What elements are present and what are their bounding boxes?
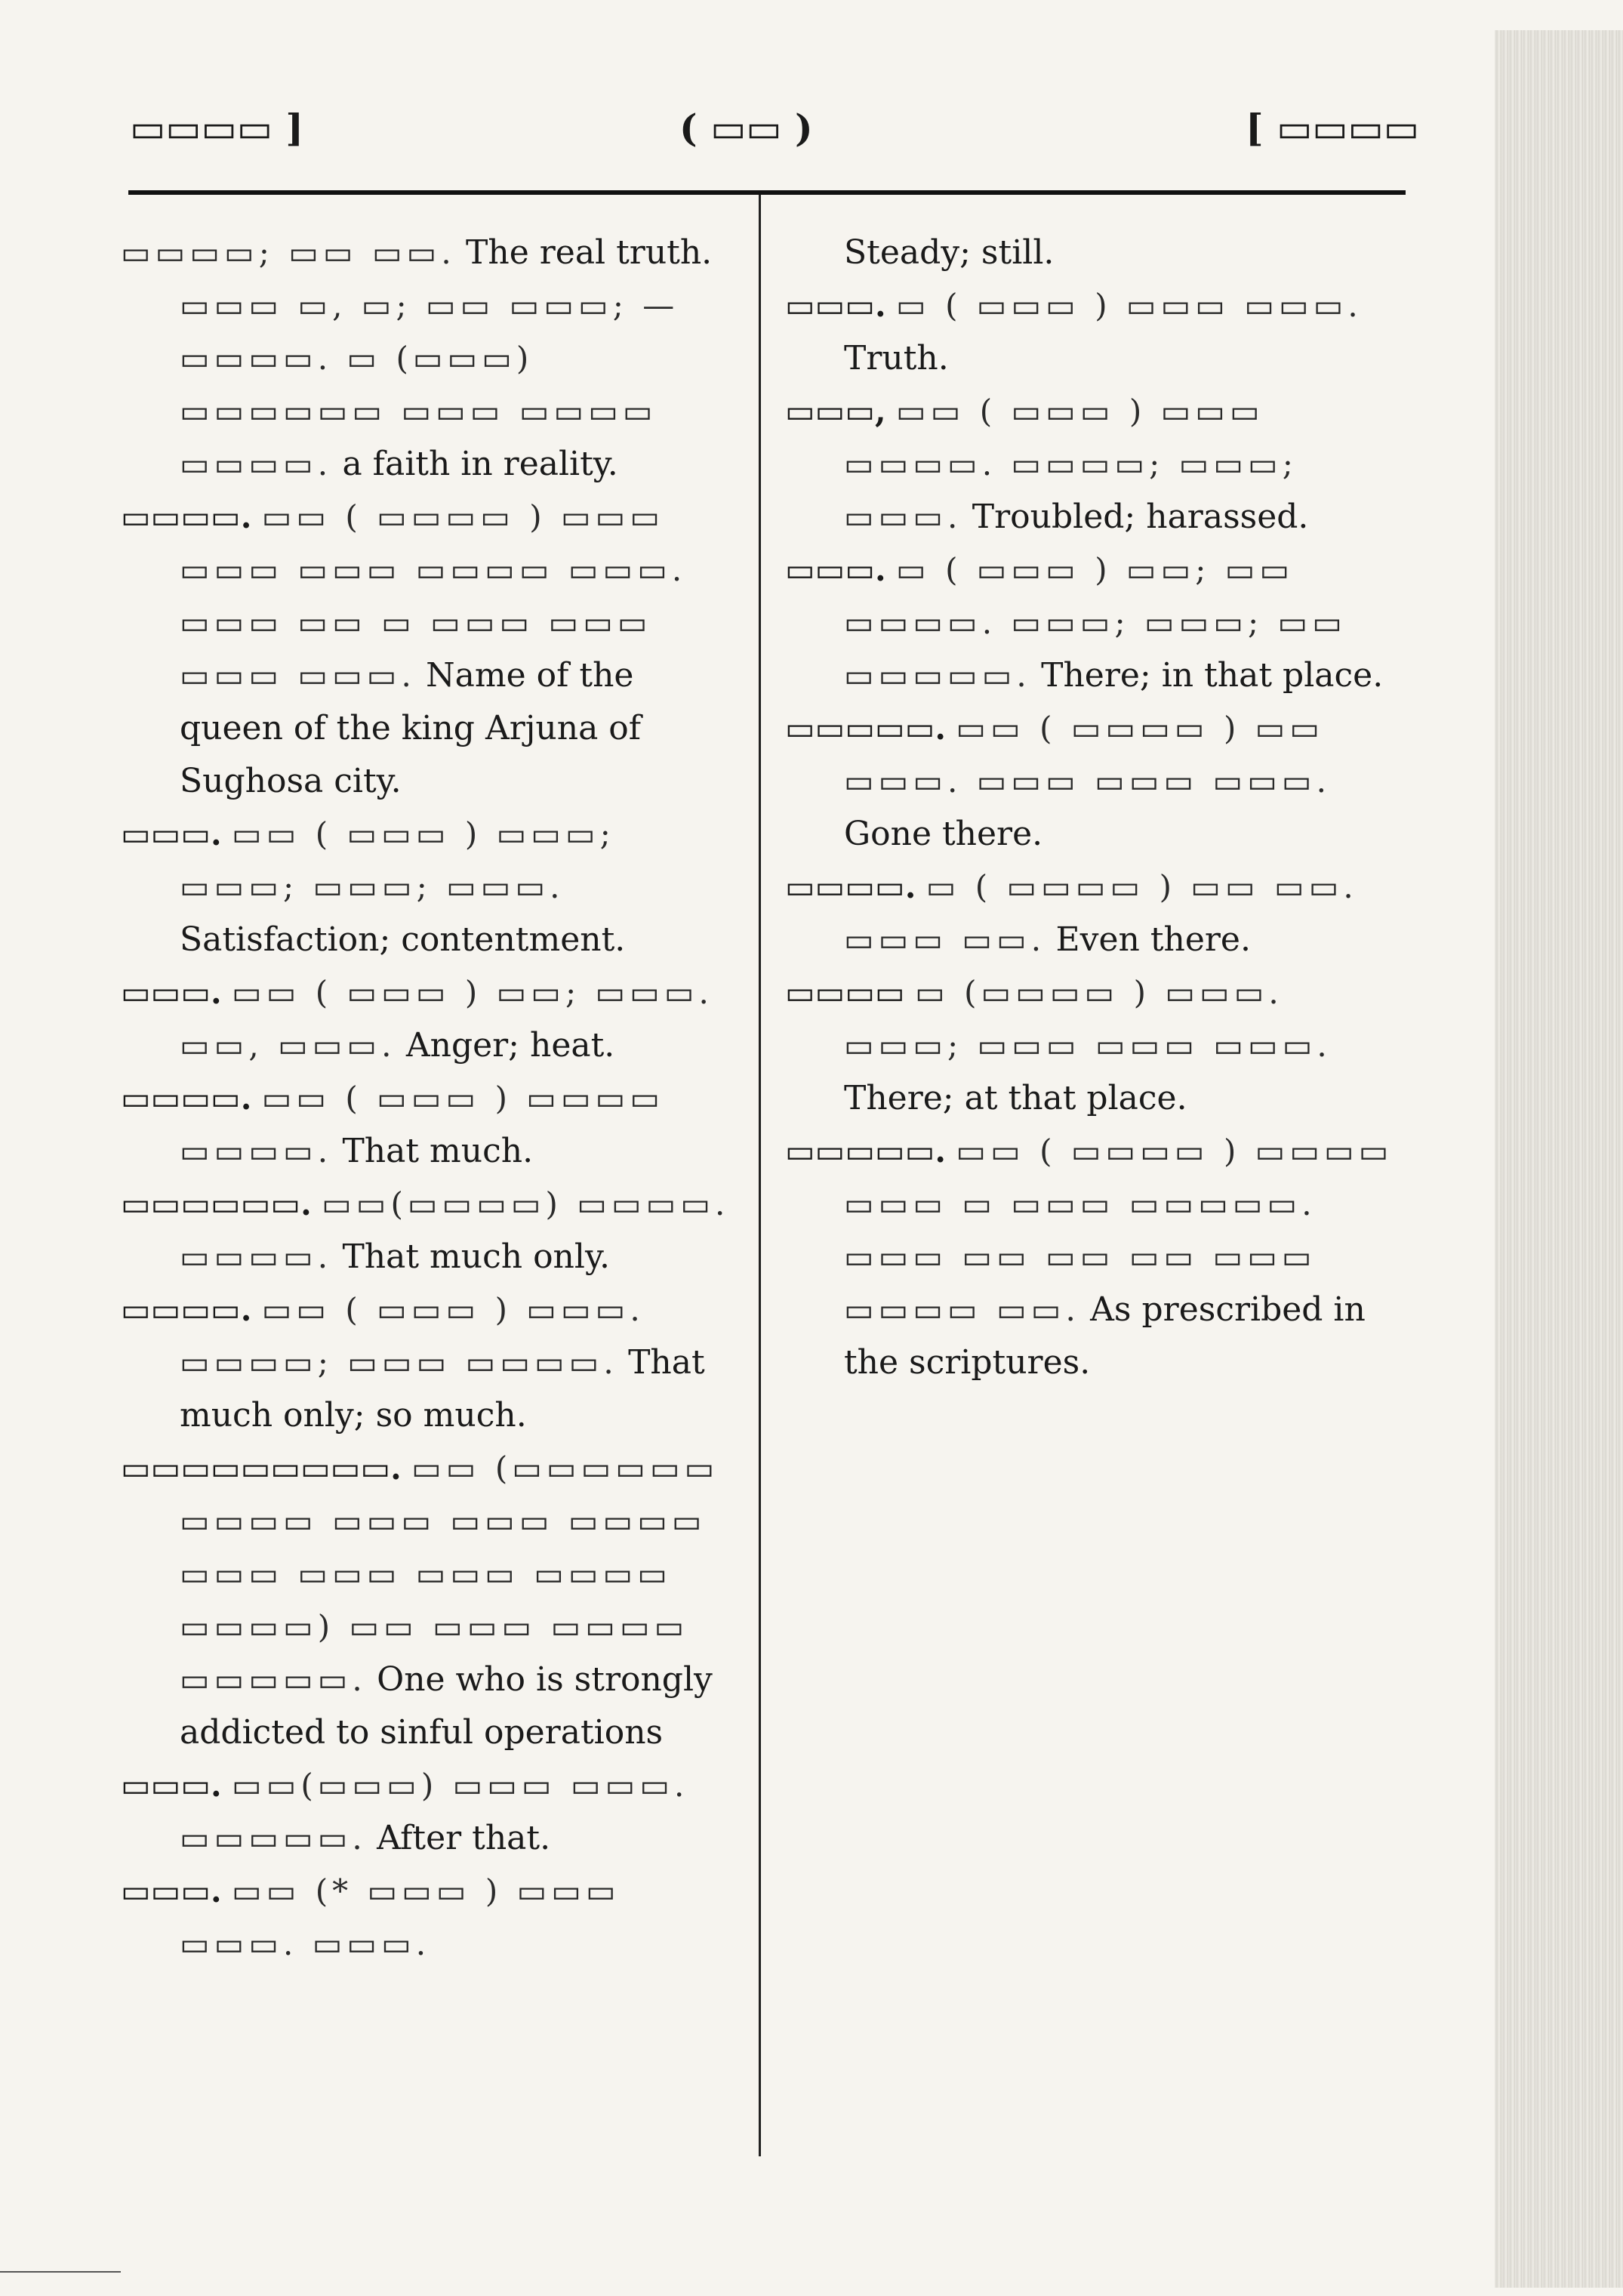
dictionary-entry: ▭▭▭▭▭▭. ▭▭(▭▭▭▭) ▭▭▭▭. ▭▭▭▭. That much only. xyxy=(121,1185,730,1276)
headword: ▭▭▭▭▭. xyxy=(785,1133,947,1170)
scan-footer-line xyxy=(0,2271,121,2273)
headword: ▭▭▭▭. xyxy=(785,868,916,905)
page-number: ( ▭▭ ) xyxy=(679,106,813,150)
headword: ▭▭▭. xyxy=(121,815,222,852)
dictionary-entry: ▭▭▭▭▭. ▭▭ ( ▭▭▭▭ ) ▭▭ ▭▭▭. ▭▭▭ ▭▭▭ ▭▭▭. Gone there. xyxy=(785,710,1331,853)
right-column xyxy=(785,227,1412,1389)
dictionary-entry: ▭▭▭. ▭▭ ( ▭▭▭ ) ▭▭; ▭▭▭. ▭▭, ▭▭▭. Anger; heat. xyxy=(121,974,713,1065)
headword: ▭▭▭▭. xyxy=(121,498,252,535)
headword: ▭▭▭. xyxy=(121,1872,222,1909)
headword: ▭▭▭▭▭▭. xyxy=(121,1185,312,1222)
headword: ▭▭▭. xyxy=(121,974,222,1011)
dictionary-entry: ▭▭▭▭ ▭ (▭▭▭▭ ) ▭▭▭. ▭▭▭; ▭▭▭ ▭▭▭ ▭▭▭. There; at that place. xyxy=(785,974,1332,1117)
dictionary-entry: ▭▭▭▭. ▭▭ ( ▭▭▭▭ ) ▭▭▭ ▭▭▭ ▭▭▭ ▭▭▭▭ ▭▭▭. ▭▭▭ ▭▭ ▭ ▭▭▭ ▭▭▭ ▭▭▭ ▭▭▭. Name of the queen of the king Arjuna of Sughosa city. xyxy=(121,498,687,800)
headword: ▭▭▭▭ xyxy=(785,974,905,1011)
headword: ▭▭▭. xyxy=(785,551,886,588)
dictionary-entry: ▭▭▭. ▭▭ (* ▭▭▭ ) ▭▭▭ ▭▭▭. ▭▭▭. xyxy=(121,1872,621,1962)
entry-continuation: ▭▭▭ ▭, ▭; ▭▭ ▭▭▭; —▭▭▭▭. ▭ (▭▭▭) ▭▭▭▭▭▭ ▭▭▭ ▭▭▭▭ ▭▭▭▭. a faith in reality. xyxy=(180,287,679,483)
dictionary-entry: ▭▭▭▭. ▭▭ ( ▭▭▭ ) ▭▭▭. ▭▭▭▭; ▭▭▭ ▭▭▭▭. That much only; so much. xyxy=(121,1291,705,1435)
dictionary-entry: ▭▭▭▭▭▭▭▭▭. ▭▭ (▭▭▭▭▭▭ ▭▭▭▭ ▭▭▭ ▭▭▭ ▭▭▭▭ ▭▭▭ ▭▭▭ ▭▭▭ ▭▭▭▭ ▭▭▭▭) ▭▭ ▭▭▭ ▭▭▭▭ ▭▭▭▭▭. One who is strongly addicted to sinful operations xyxy=(121,1450,719,1752)
headword: ▭▭▭, xyxy=(785,393,886,430)
header-rule xyxy=(128,190,1406,195)
page-edge-shadow xyxy=(1495,30,1623,2288)
headword: ▭▭▭. xyxy=(121,1767,222,1804)
dictionary-entry: ▭▭▭▭. ▭▭ ( ▭▭▭ ) ▭▭▭▭ ▭▭▭▭. That much. xyxy=(121,1080,665,1170)
dictionary-entry: ▭▭▭. ▭ ( ▭▭▭ ) ▭▭; ▭▭ ▭▭▭▭. ▭▭▭; ▭▭▭; ▭▭ ▭▭▭▭▭. There; in that place. xyxy=(785,551,1384,695)
dictionary-entry: ▭▭▭, ▭▭ ( ▭▭▭ ) ▭▭▭ ▭▭▭▭. ▭▭▭▭; ▭▭▭; ▭▭▭. Troubled; harassed. xyxy=(785,393,1309,536)
headword: ▭▭▭▭. xyxy=(121,1291,252,1328)
dictionary-entry: ▭▭▭. ▭ ( ▭▭▭ ) ▭▭▭ ▭▭▭. Truth. xyxy=(785,287,1363,378)
header-right-guideword: [ ▭▭▭▭ xyxy=(1246,106,1420,150)
headword: ▭▭▭▭▭. xyxy=(785,710,947,747)
dictionary-entry: ▭▭▭▭▭. ▭▭ ( ▭▭▭▭ ) ▭▭▭▭ ▭▭▭ ▭ ▭▭▭ ▭▭▭▭▭. ▭▭▭ ▭▭ ▭▭ ▭▭ ▭▭▭ ▭▭▭▭ ▭▭. As prescribed in the scriptures. xyxy=(785,1133,1394,1382)
left-column xyxy=(121,227,740,1971)
dictionary-entry: ▭▭▭▭. ▭ ( ▭▭▭▭ ) ▭▭ ▭▭. ▭▭▭ ▭▭. Even there. xyxy=(785,868,1358,959)
headword: ▭▭▭. xyxy=(785,287,886,324)
dictionary-entry: ▭▭▭. ▭▭(▭▭▭) ▭▭▭ ▭▭▭. ▭▭▭▭▭. After that. xyxy=(121,1767,689,1857)
header-left-guideword: ▭▭▭▭ ] xyxy=(130,106,304,150)
entry-continuation: ▭▭▭▭; ▭▭ ▭▭. The real truth. xyxy=(121,233,713,272)
entry-continuation: Steady; still. xyxy=(844,233,1055,272)
column-divider xyxy=(759,195,761,2156)
dictionary-entry: ▭▭▭. ▭▭ ( ▭▭▭ ) ▭▭▭; ▭▭▭; ▭▭▭; ▭▭▭. Satisfaction; contentment. xyxy=(121,815,626,959)
headword: ▭▭▭▭▭▭▭▭▭. xyxy=(121,1450,402,1487)
headword: ▭▭▭▭. xyxy=(121,1080,252,1117)
